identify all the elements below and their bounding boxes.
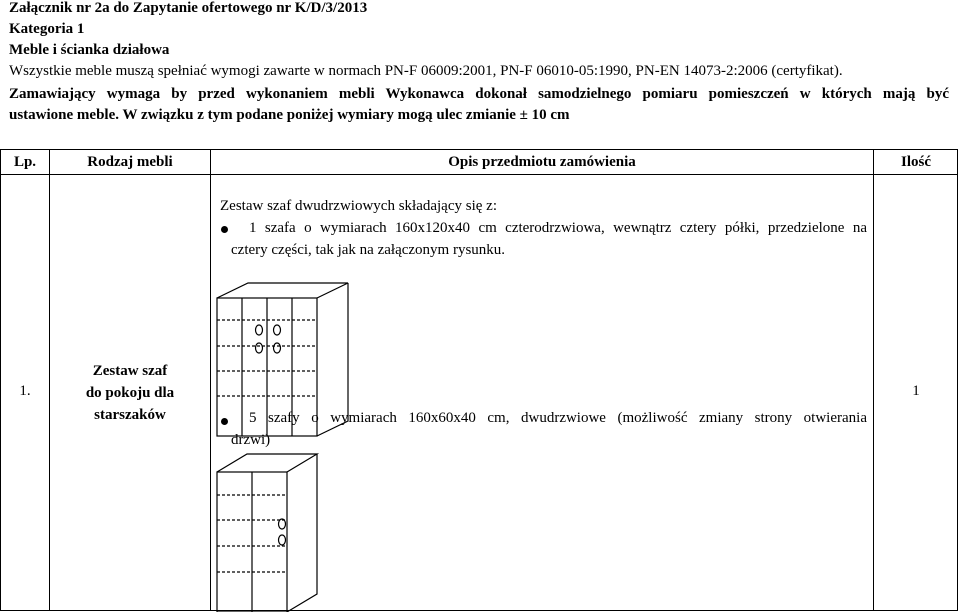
bullet-icon (221, 226, 228, 233)
column-header-description: Opis przedmiotu zamówienia (448, 154, 636, 170)
row-type-line: do pokoju dla (85, 385, 175, 401)
item2-line2: drzwi) (231, 432, 271, 448)
handle-icon (274, 325, 281, 335)
attachment-title: Załącznik nr 2a do Zapytanie ofertowego nr K/D/3/2013 (9, 0, 368, 16)
cabinet-top (217, 454, 317, 472)
cabinet-top (217, 283, 348, 298)
column-header-lp: Lp. (13, 154, 37, 170)
column-header-quantity: Ilość (901, 154, 931, 170)
measurement-note-line2: ustawione meble. W związku z tym podane poniżej wymiary mogą ulec zmianie ± 10 cm (9, 107, 570, 123)
column-divider (210, 150, 211, 610)
handle-icon (256, 325, 263, 335)
handle-icon (256, 343, 263, 353)
handle-icon (274, 343, 281, 353)
item1-line1: 1 szafa o wymiarach 160x120x40 cm czterodrzwiowa, wewnątrz cztery półki, przedzielone na (249, 220, 867, 236)
row-type (50, 360, 210, 426)
bullet-icon (221, 418, 228, 425)
row-lp: 1. (19, 383, 31, 399)
cabinet-side (287, 454, 317, 612)
column-divider (873, 150, 874, 610)
row-type-line: starszaków (94, 407, 166, 423)
header-row-divider (1, 174, 957, 175)
row-type-line: Zestaw szaf (92, 363, 168, 379)
set-intro: Zestaw szaf dwudrzwiowych składający się z: (220, 198, 497, 214)
category-label: Kategoria 1 (9, 21, 85, 37)
row-quantity: 1 (912, 383, 920, 399)
standards-note: Wszystkie meble muszą spełniać wymogi zawarte w normach PN-F 06009:2001, PN-F 06010-05:1990, PN-EN 14073-2:2006 (certyfikat). (9, 63, 843, 79)
handle-icon (279, 535, 286, 545)
item1-line2: cztery części, tak jak na załączonym rysunku. (231, 242, 506, 258)
item2-line1: 5 szafy o wymiarach 160x60x40 cm, dwudrzwiowe (możliwość zmiany strony otwierania (249, 410, 867, 426)
two-door-wardrobe-drawing (213, 450, 323, 612)
measurement-note-line1: Zamawiający wymaga by przed wykonaniem mebli Wykonawca dokonał samodzielnego pomiaru pomieszczeń w których mają być (9, 86, 949, 102)
category-name: Meble i ścianka działowa (9, 42, 170, 58)
order-table (0, 149, 958, 611)
column-header-type: Rodzaj mebli (87, 154, 173, 170)
